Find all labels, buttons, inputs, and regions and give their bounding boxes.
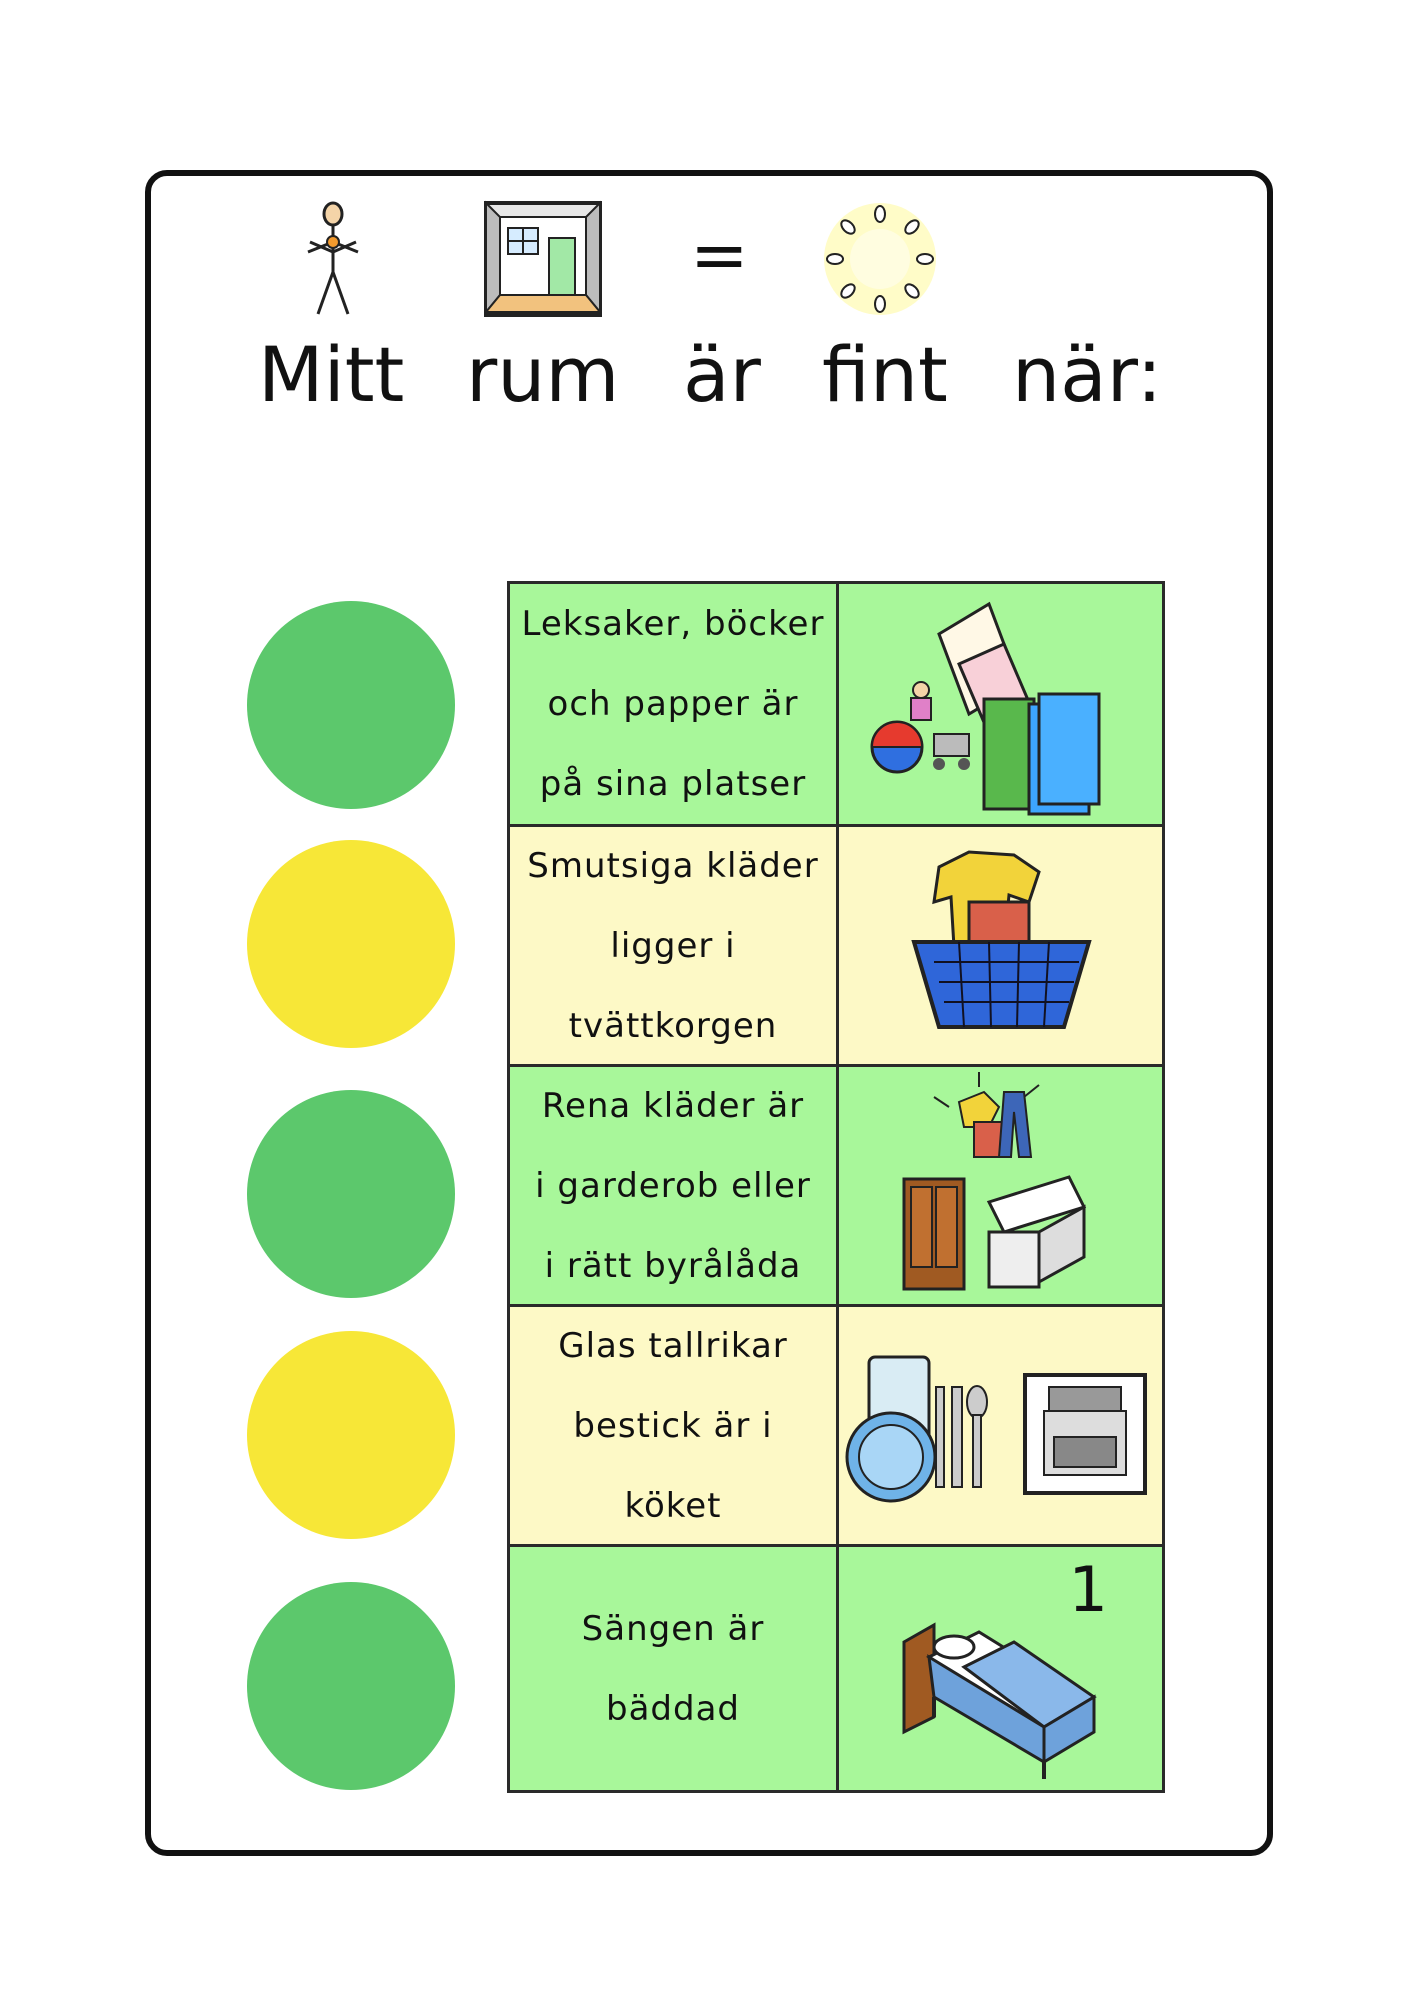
status-dot-yellow [247,840,455,1048]
row-text: Smutsiga kläder ligger i tvättkorgen [510,827,839,1064]
table-row [510,1067,1162,1304]
status-dot-green [247,1582,455,1790]
status-dot-green [247,1090,455,1298]
room-icon [483,200,603,318]
title-word: när: [1012,330,1163,419]
status-dot-green [247,601,455,809]
title-word: är [683,330,761,419]
laundry-basket-icon [839,827,1162,1064]
title-word: rum [466,330,620,419]
table-row [510,584,1162,824]
checklist-table [507,581,1165,1793]
status-dot-yellow [247,1331,455,1539]
row-text: Glas tallrikar bestick är i köket [510,1307,839,1544]
row-text: Leksaker, böcker och papper är på sina platser [510,584,839,824]
page-title [0,330,1414,420]
title-word: fint [822,330,948,419]
equals-sign: = [690,214,749,296]
bed-icon [839,1547,1162,1790]
table-row [510,1307,1162,1544]
dishes-kitchen-icon [839,1307,1162,1544]
table-row [510,827,1162,1064]
table-row [510,1547,1162,1790]
fine-sun-icon [820,200,940,318]
step-number: 1 [1068,1553,1108,1626]
title-word: Mitt [258,330,405,419]
row-text: Rena kläder är i garderob eller i rätt byrålåda [510,1067,839,1304]
person-icon [298,200,368,318]
symbol-row [0,200,1414,320]
row-text: Sängen är bäddad [510,1547,839,1790]
toys-books-papers-icon [839,584,1162,824]
wardrobe-drawer-icon [839,1067,1162,1304]
